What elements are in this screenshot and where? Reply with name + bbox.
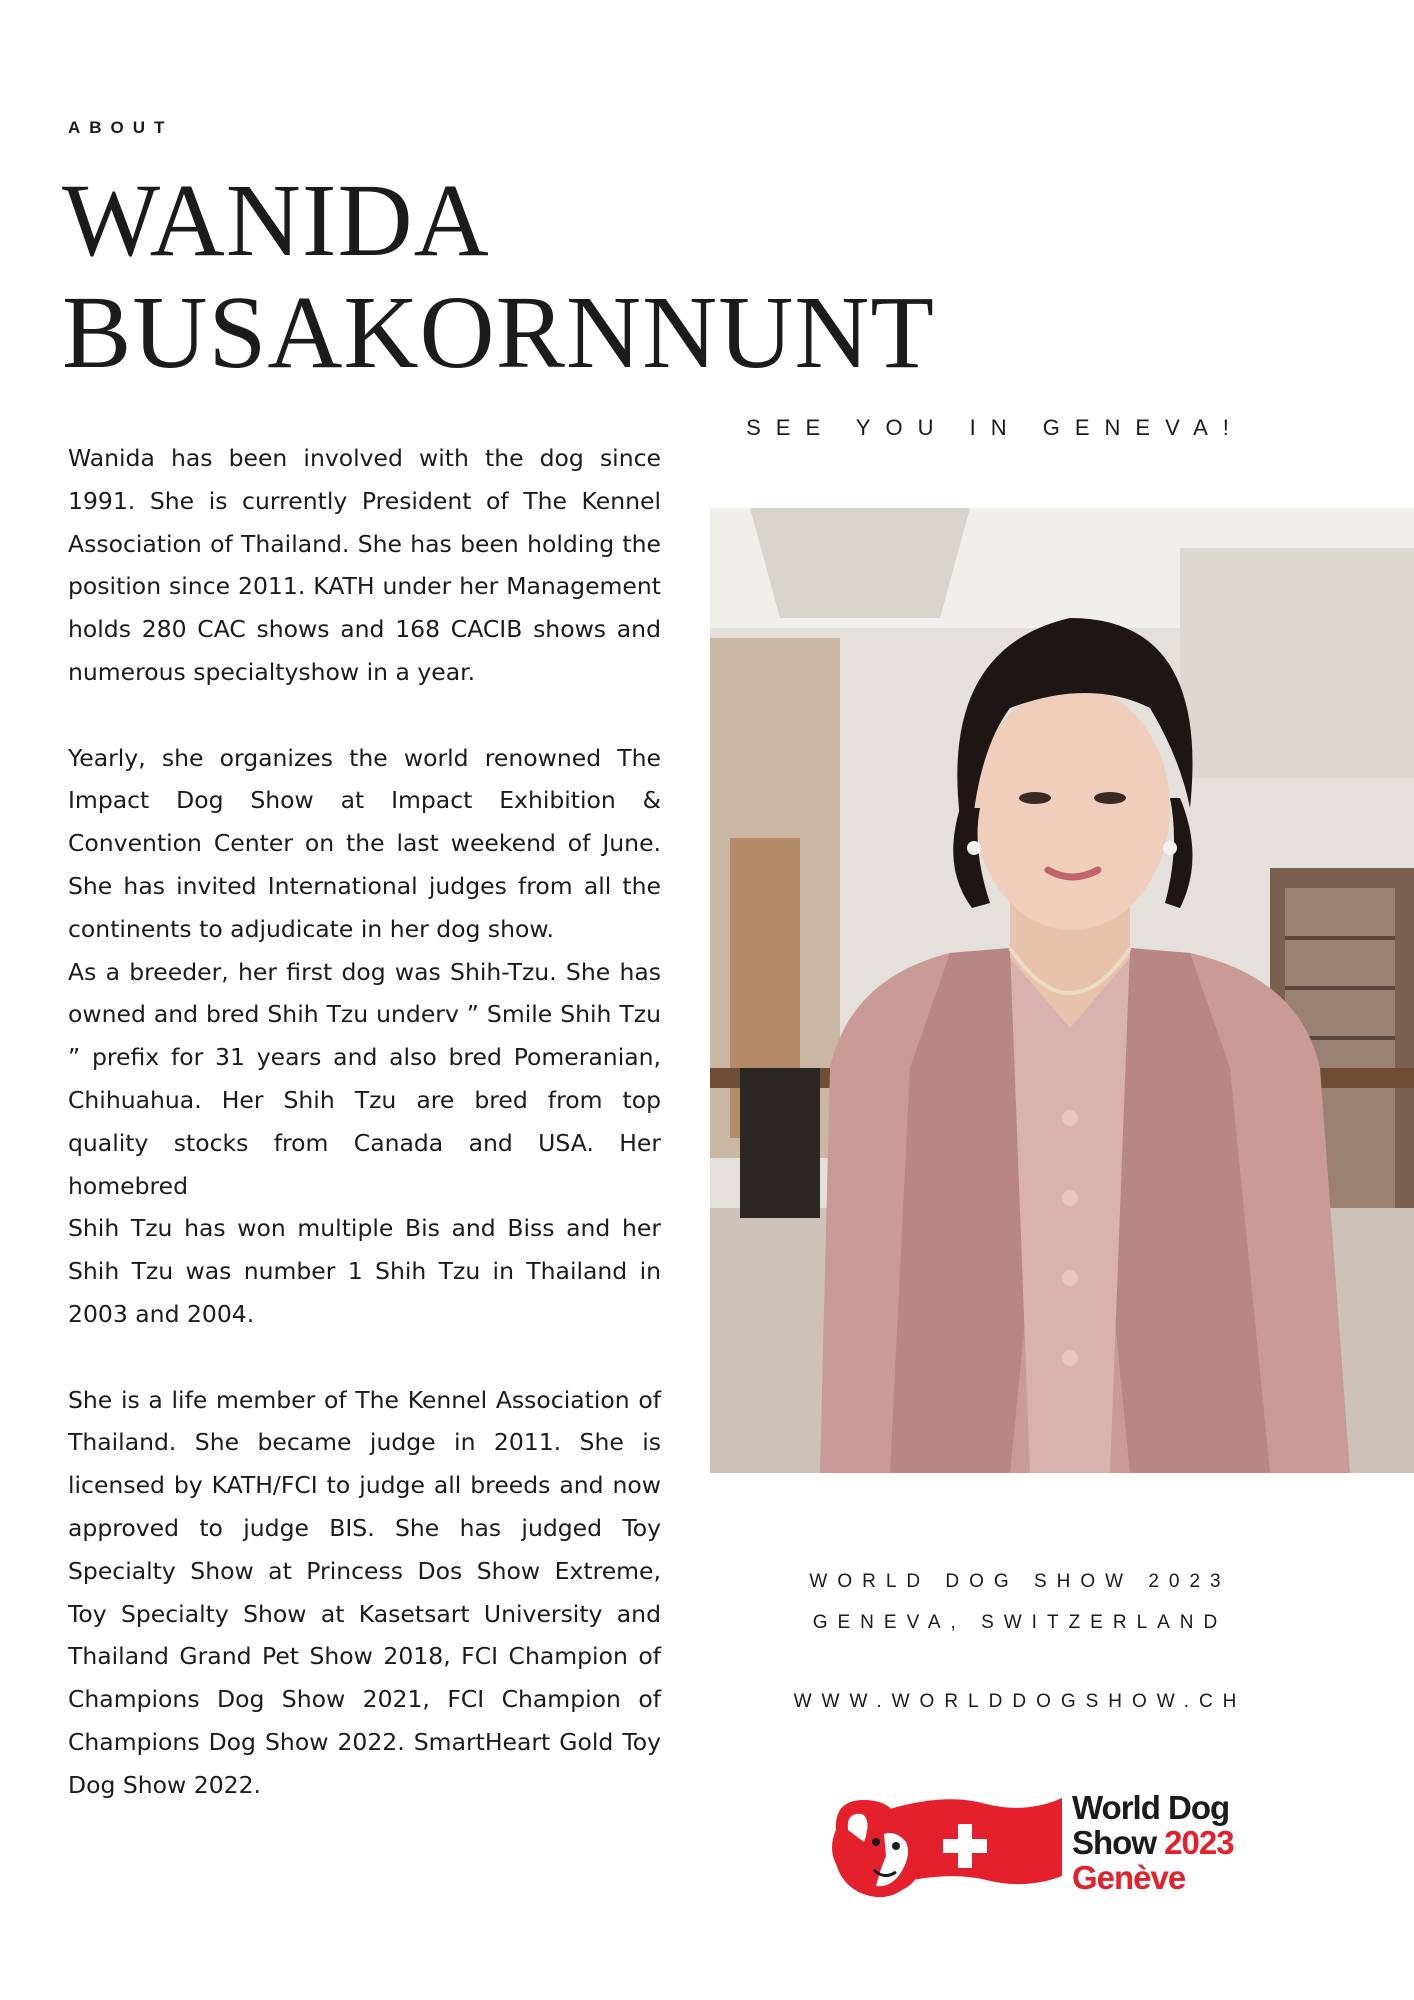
bio-paragraph: Yearly, she organizes the world renowned The Impact Dog Show at Impact Exhibition & Convention Center on the last weekend of June. She has invited International judges from all the continents to adjudicate in her dog show. <box>68 743 661 943</box>
bio-paragraph: Shih Tzu has won multiple Bis and Biss and her Shih Tzu was number 1 Shih Tzu in Thailand in 2003 and 2004. <box>68 1214 661 1328</box>
biography <box>68 437 661 1807</box>
logo-line-2 <box>1072 1825 1234 1860</box>
about-label: ABOUT <box>68 118 174 137</box>
person-name <box>62 165 935 389</box>
logo-year: 2023 <box>1164 1824 1234 1861</box>
logo-line-3: Genève <box>1072 1859 1186 1896</box>
bio-paragraph: As a breeder, her first dog was Shih-Tzu. She has owned and bred Shih Tzu underv ” Smile Shih Tzu ” prefix for 31 years and also bred Pomeranian, Chihuahua. Her Shih Tzu are bred from top quality stocks from Canada and USA. Her homebred <box>68 957 661 1200</box>
name-last: BUSAKORNNUNT <box>62 275 935 390</box>
logo-line-1: World Dog <box>1072 1789 1230 1826</box>
tagline: SEE YOU IN GENEVA! <box>746 415 1244 440</box>
bio-paragraph: Wanida has been involved with the dog since 1991. She is currently President of The Kennel Association of Thailand. She has been holding the position since 2011. KATH under her Management holds 280 CAC shows and 168 CACIB shows and numerous specialtyshow in a year. <box>68 444 661 686</box>
dog-flag-icon <box>826 1790 1066 1902</box>
name-first: WANIDA <box>62 163 490 278</box>
logo-show-word: Show <box>1072 1824 1156 1861</box>
logo-wordmark <box>1072 1790 1234 1895</box>
event-website: WWW.WORLDDOGSHOW.CH <box>793 1691 1247 1712</box>
world-dog-show-logo <box>826 1790 1266 1902</box>
event-name: WORLD DOG SHOW 2023 <box>809 1571 1231 1592</box>
portrait-illustration <box>710 508 1414 1473</box>
bio-paragraph: She is a life member of The Kennel Association of Thailand. She became judge in 2011. She is licensed by KATH/FCI to judge all breeds and now approved to judge BIS. She has judged Toy Specialty Show at Princess Dos Show Extreme, Toy Specialty Show at Kasetsart University and Thailand Grand Pet Show 2018, FCI Champion of Champions Dog Show 2021, FCI Champion of Champions Dog Show 2022. SmartHeart Gold Toy Dog Show 2022. <box>68 1385 661 1799</box>
portrait-photo <box>710 508 1414 1473</box>
event-location: GENEVA, SWITZERLAND <box>812 1612 1228 1633</box>
